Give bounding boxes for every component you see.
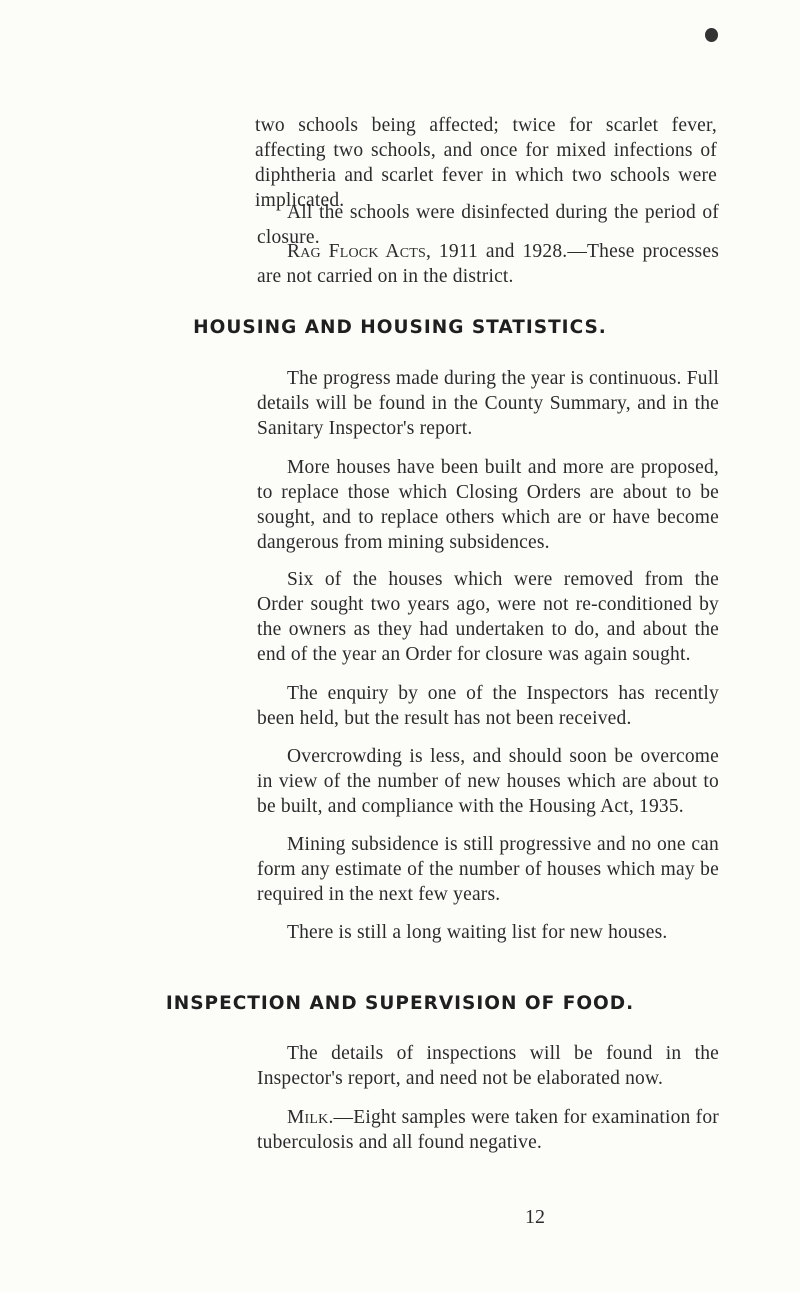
paragraph-six-houses: Six of the houses which were removed from the Order sought two years ago, were not re-conditioned by the owners as they had undertaken to do, and about the end of the year an Order for closure was again sought. bbox=[257, 569, 719, 665]
heading-housing: HOUSING AND HOUSING STATISTICS. bbox=[193, 317, 607, 338]
paragraph-details: The details of inspections will be found in the Inspector's report, and need not be elaborated now. bbox=[257, 1043, 719, 1089]
paragraph-progress: The progress made during the year is continuous. Full details will be found in the County Summary, and in the Sanitary Inspector's report. bbox=[257, 368, 719, 439]
milk-text: —Eight samples were taken for examination for tuberculosis and all found negative. bbox=[257, 1107, 719, 1153]
rag-flock-lead: Rag Flock Acts, bbox=[287, 241, 432, 262]
milk-lead: Milk. bbox=[287, 1107, 334, 1128]
paragraph-mining: Mining subsidence is still progressive and no one can form any estimate of the number of houses which may be required in the next few years. bbox=[257, 834, 719, 905]
paragraph-milk bbox=[257, 1105, 719, 1155]
paragraph-more-houses: More houses have been built and more are proposed, to replace those which Closing Orders are about to be sought, and to replace others which are or have become dangerous from mining subsidences. bbox=[257, 457, 719, 553]
page-number: 12 bbox=[525, 1206, 545, 1228]
paragraph-schools-affected: two schools being affected; twice for scarlet fever, affecting two schools, and once for mixed infections of diphtheria and scarlet fever in which two schools were implicated. bbox=[255, 115, 717, 211]
rag-flock-text: 1911 and 1928.—These processes are not carried on in the district. bbox=[257, 241, 719, 287]
paragraph-enquiry: The enquiry by one of the Inspectors has recently been held, but the result has not been received. bbox=[257, 683, 719, 729]
paragraph-overcrowding: Overcrowding is less, and should soon be overcome in view of the number of new houses which are about to be built, and compliance with the Housing Act, 1935. bbox=[257, 746, 719, 817]
ink-blot-mark bbox=[705, 28, 718, 42]
paragraph-waiting-list: There is still a long waiting list for new houses. bbox=[287, 922, 668, 943]
paragraph-disinfected: All the schools were disinfected during the period of closure. bbox=[257, 202, 719, 248]
heading-food: INSPECTION AND SUPERVISION OF FOOD. bbox=[165, 993, 635, 1014]
paragraph-rag-flock bbox=[257, 239, 719, 289]
